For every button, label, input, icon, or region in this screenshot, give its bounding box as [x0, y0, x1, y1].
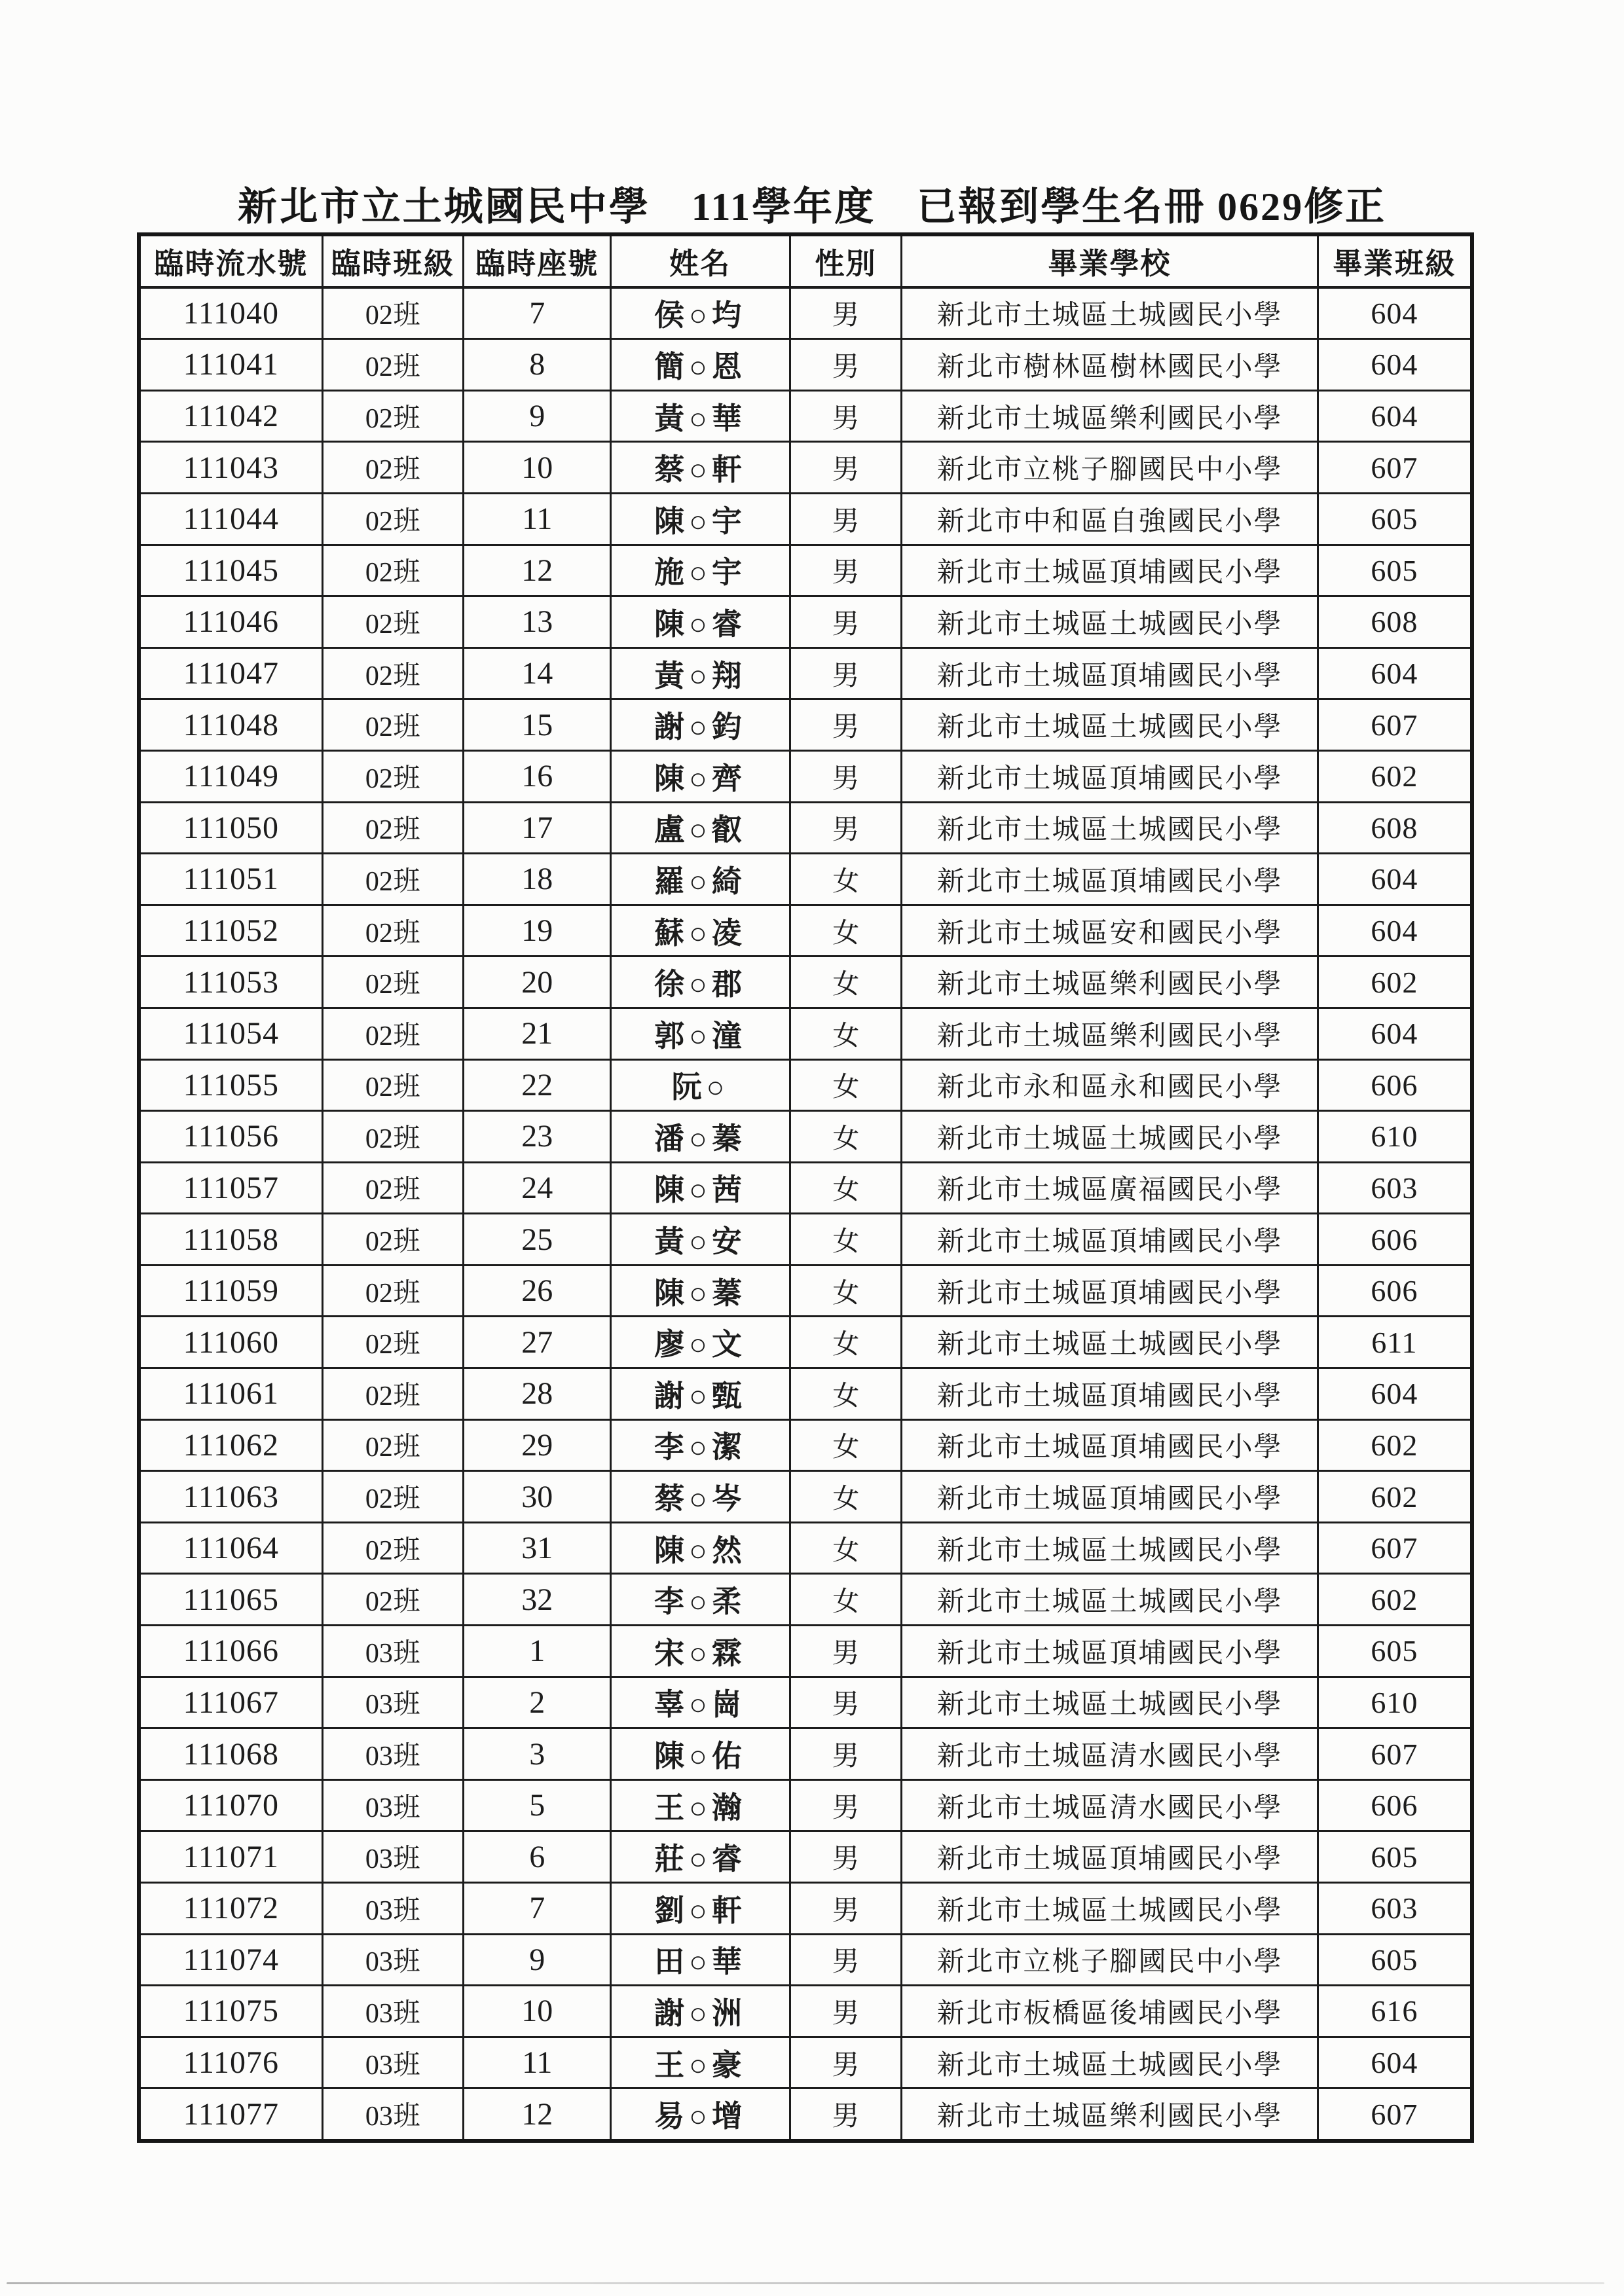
- cell-graduated-class: 610: [1318, 1111, 1472, 1163]
- cell-serial-number: 111076: [139, 2037, 322, 2088]
- cell-temp-seat-number: 30: [464, 1471, 611, 1523]
- cell-serial-number: 111046: [139, 596, 322, 648]
- cell-serial-number: 111077: [139, 2088, 322, 2141]
- table-row: [139, 1368, 1472, 1420]
- cell-temp-seat-number: 32: [464, 1574, 611, 1626]
- cell-serial-number: 111050: [139, 802, 322, 854]
- cell-gender: 女: [790, 1471, 902, 1523]
- cell-temp-class: 03班: [322, 1934, 463, 1986]
- table-row: [139, 493, 1472, 545]
- cell-serial-number: 111065: [139, 1574, 322, 1626]
- cell-name: 簡○恩: [611, 339, 790, 391]
- table-row: [139, 1059, 1472, 1111]
- cell-temp-class: 02班: [322, 1522, 463, 1574]
- cell-temp-seat-number: 12: [464, 545, 611, 596]
- cell-graduated-class: 607: [1318, 2088, 1472, 2141]
- cell-temp-seat-number: 7: [464, 1883, 611, 1935]
- cell-name: 盧○叡: [611, 802, 790, 854]
- table-row: [139, 545, 1472, 596]
- cell-temp-seat-number: 10: [464, 442, 611, 494]
- cell-temp-class: 02班: [322, 596, 463, 648]
- cell-name: 謝○洲: [611, 1986, 790, 2037]
- cell-temp-seat-number: 23: [464, 1111, 611, 1163]
- table-row: [139, 390, 1472, 442]
- cell-graduated-class: 607: [1318, 699, 1472, 751]
- cell-temp-seat-number: 14: [464, 647, 611, 699]
- table-row: [139, 2037, 1472, 2088]
- cell-graduated-school: 新北市土城區頂埔國民小學: [902, 1831, 1318, 1883]
- cell-gender: 男: [790, 1934, 902, 1986]
- cell-graduated-class: 602: [1318, 750, 1472, 802]
- cell-serial-number: 111058: [139, 1214, 322, 1266]
- cell-gender: 男: [790, 493, 902, 545]
- cell-name: 阮○: [611, 1059, 790, 1111]
- cell-name: 廖○文: [611, 1317, 790, 1368]
- cell-graduated-school: 新北市土城區土城國民小學: [902, 2037, 1318, 2088]
- cell-temp-seat-number: 27: [464, 1317, 611, 1368]
- cell-graduated-school: 新北市土城區頂埔國民小學: [902, 1626, 1318, 1677]
- cell-graduated-school: 新北市土城區頂埔國民小學: [902, 1265, 1318, 1317]
- cell-graduated-class: 606: [1318, 1265, 1472, 1317]
- cell-temp-class: 02班: [322, 905, 463, 957]
- cell-serial-number: 111059: [139, 1265, 322, 1317]
- cell-graduated-class: 605: [1318, 1626, 1472, 1677]
- cell-serial-number: 111072: [139, 1883, 322, 1935]
- table-row: [139, 1831, 1472, 1883]
- cell-temp-class: 02班: [322, 545, 463, 596]
- cell-graduated-class: 605: [1318, 1831, 1472, 1883]
- cell-serial-number: 111052: [139, 905, 322, 957]
- cell-temp-seat-number: 11: [464, 493, 611, 545]
- cell-temp-class: 02班: [322, 1317, 463, 1368]
- cell-serial-number: 111049: [139, 750, 322, 802]
- cell-graduated-class: 606: [1318, 1779, 1472, 1831]
- cell-graduated-school: 新北市土城區清水國民小學: [902, 1728, 1318, 1780]
- cell-temp-seat-number: 20: [464, 957, 611, 1008]
- cell-graduated-school: 新北市土城區頂埔國民小學: [902, 854, 1318, 905]
- cell-serial-number: 111053: [139, 957, 322, 1008]
- cell-graduated-school: 新北市樹林區樹林國民小學: [902, 339, 1318, 391]
- page-title: 新北市立土城國民中學 111學年度 已報到學生名冊 0629修正: [237, 185, 1387, 228]
- table-row: [139, 1728, 1472, 1780]
- table-row: [139, 1626, 1472, 1677]
- cell-temp-class: 02班: [322, 647, 463, 699]
- cell-graduated-school: 新北市土城區頂埔國民小學: [902, 1368, 1318, 1420]
- cell-graduated-class: 604: [1318, 339, 1472, 391]
- cell-name: 蘇○凌: [611, 905, 790, 957]
- cell-name: 陳○然: [611, 1522, 790, 1574]
- cell-graduated-class: 610: [1318, 1677, 1472, 1728]
- table-row: [139, 1162, 1472, 1214]
- cell-name: 郭○潼: [611, 1008, 790, 1059]
- cell-gender: 男: [790, 1779, 902, 1831]
- cell-gender: 男: [790, 699, 902, 751]
- cell-graduated-school: 新北市土城區土城國民小學: [902, 1883, 1318, 1935]
- cell-temp-seat-number: 16: [464, 750, 611, 802]
- cell-serial-number: 111041: [139, 339, 322, 391]
- cell-temp-class: 03班: [322, 1883, 463, 1935]
- cell-name: 陳○齊: [611, 750, 790, 802]
- table-row: [139, 699, 1472, 751]
- cell-graduated-school: 新北市土城區清水國民小學: [902, 1779, 1318, 1831]
- cell-graduated-school: 新北市土城區土城國民小學: [902, 596, 1318, 648]
- cell-gender: 男: [790, 2088, 902, 2141]
- cell-gender: 女: [790, 1265, 902, 1317]
- table-row: [139, 1419, 1472, 1471]
- cell-gender: 女: [790, 1317, 902, 1368]
- cell-temp-class: 02班: [322, 339, 463, 391]
- cell-temp-class: 02班: [322, 1574, 463, 1626]
- table-row: [139, 287, 1472, 339]
- cell-gender: 女: [790, 1522, 902, 1574]
- cell-graduated-school: 新北市土城區土城國民小學: [902, 1574, 1318, 1626]
- cell-name: 田○華: [611, 1934, 790, 1986]
- cell-serial-number: 111040: [139, 287, 322, 339]
- cell-graduated-class: 616: [1318, 1986, 1472, 2037]
- table-header-row: [139, 234, 1472, 287]
- cell-graduated-school: 新北市永和區永和國民小學: [902, 1059, 1318, 1111]
- cell-temp-seat-number: 31: [464, 1522, 611, 1574]
- cell-serial-number: 111067: [139, 1677, 322, 1728]
- cell-graduated-school: 新北市中和區自強國民小學: [902, 493, 1318, 545]
- cell-temp-class: 02班: [322, 854, 463, 905]
- cell-temp-seat-number: 17: [464, 802, 611, 854]
- column-header-graduated-class: 畢業班級: [1318, 234, 1472, 287]
- column-header-serial-number: 臨時流水號: [139, 234, 322, 287]
- cell-temp-seat-number: 19: [464, 905, 611, 957]
- cell-graduated-school: 新北市土城區樂利國民小學: [902, 957, 1318, 1008]
- cell-name: 徐○郡: [611, 957, 790, 1008]
- column-header-name: 姓名: [611, 234, 790, 287]
- cell-name: 謝○鈞: [611, 699, 790, 751]
- cell-temp-seat-number: 18: [464, 854, 611, 905]
- cell-gender: 男: [790, 1883, 902, 1935]
- cell-name: 莊○睿: [611, 1831, 790, 1883]
- table-row: [139, 1471, 1472, 1523]
- cell-name: 辜○崗: [611, 1677, 790, 1728]
- cell-temp-class: 02班: [322, 1059, 463, 1111]
- cell-temp-seat-number: 7: [464, 287, 611, 339]
- cell-serial-number: 111048: [139, 699, 322, 751]
- cell-graduated-school: 新北市土城區土城國民小學: [902, 287, 1318, 339]
- cell-graduated-class: 606: [1318, 1214, 1472, 1266]
- cell-gender: 女: [790, 1419, 902, 1471]
- column-header-temp-seat-number: 臨時座號: [464, 234, 611, 287]
- cell-temp-class: 02班: [322, 957, 463, 1008]
- cell-graduated-school: 新北市土城區樂利國民小學: [902, 1008, 1318, 1059]
- table-row: [139, 1265, 1472, 1317]
- cell-gender: 男: [790, 596, 902, 648]
- cell-graduated-class: 604: [1318, 287, 1472, 339]
- table-row: [139, 2088, 1472, 2141]
- cell-temp-seat-number: 25: [464, 1214, 611, 1266]
- cell-name: 蔡○軒: [611, 442, 790, 494]
- cell-serial-number: 111047: [139, 647, 322, 699]
- table-row: [139, 1111, 1472, 1163]
- cell-graduated-school: 新北市土城區土城國民小學: [902, 1111, 1318, 1163]
- cell-graduated-class: 602: [1318, 1419, 1472, 1471]
- cell-graduated-class: 604: [1318, 647, 1472, 699]
- table-row: [139, 339, 1472, 391]
- cell-graduated-class: 607: [1318, 442, 1472, 494]
- cell-graduated-class: 604: [1318, 854, 1472, 905]
- cell-name: 羅○綺: [611, 854, 790, 905]
- cell-graduated-school: 新北市立桃子腳國民中小學: [902, 1934, 1318, 1986]
- cell-graduated-school: 新北市土城區廣福國民小學: [902, 1162, 1318, 1214]
- cell-name: 陳○佑: [611, 1728, 790, 1780]
- cell-serial-number: 111064: [139, 1522, 322, 1574]
- cell-temp-seat-number: 24: [464, 1162, 611, 1214]
- cell-name: 施○宇: [611, 545, 790, 596]
- cell-gender: 女: [790, 1162, 902, 1214]
- cell-serial-number: 111054: [139, 1008, 322, 1059]
- table-row: [139, 442, 1472, 494]
- cell-graduated-school: 新北市板橋區後埔國民小學: [902, 1986, 1318, 2037]
- cell-temp-seat-number: 9: [464, 1934, 611, 1986]
- cell-serial-number: 111055: [139, 1059, 322, 1111]
- cell-temp-seat-number: 1: [464, 1626, 611, 1677]
- table-row: [139, 905, 1472, 957]
- cell-gender: 男: [790, 750, 902, 802]
- cell-graduated-class: 605: [1318, 1934, 1472, 1986]
- cell-graduated-class: 602: [1318, 1574, 1472, 1626]
- cell-serial-number: 111068: [139, 1728, 322, 1780]
- cell-temp-seat-number: 15: [464, 699, 611, 751]
- cell-graduated-class: 604: [1318, 1368, 1472, 1420]
- cell-temp-seat-number: 2: [464, 1677, 611, 1728]
- cell-gender: 男: [790, 1986, 902, 2037]
- cell-temp-class: 03班: [322, 1677, 463, 1728]
- cell-temp-seat-number: 3: [464, 1728, 611, 1780]
- cell-graduated-class: 603: [1318, 1162, 1472, 1214]
- cell-name: 劉○軒: [611, 1883, 790, 1935]
- column-header-gender: 性別: [790, 234, 902, 287]
- cell-graduated-class: 606: [1318, 1059, 1472, 1111]
- cell-name: 黃○安: [611, 1214, 790, 1266]
- cell-serial-number: 111063: [139, 1471, 322, 1523]
- cell-temp-class: 03班: [322, 2088, 463, 2141]
- cell-graduated-class: 607: [1318, 1522, 1472, 1574]
- cell-serial-number: 111056: [139, 1111, 322, 1163]
- cell-temp-seat-number: 10: [464, 1986, 611, 2037]
- scan-artifact-line: [7, 2282, 1604, 2284]
- cell-graduated-class: 607: [1318, 1728, 1472, 1780]
- cell-temp-class: 03班: [322, 1986, 463, 2037]
- table-row: [139, 750, 1472, 802]
- cell-name: 陳○蓁: [611, 1265, 790, 1317]
- cell-serial-number: 111042: [139, 390, 322, 442]
- table-row: [139, 1779, 1472, 1831]
- cell-temp-class: 02班: [322, 1265, 463, 1317]
- cell-graduated-school: 新北市土城區土城國民小學: [902, 1677, 1318, 1728]
- cell-serial-number: 111045: [139, 545, 322, 596]
- cell-temp-class: 03班: [322, 1626, 463, 1677]
- cell-temp-seat-number: 12: [464, 2088, 611, 2141]
- cell-temp-class: 03班: [322, 1728, 463, 1780]
- student-roster-table: [137, 232, 1474, 2143]
- cell-graduated-school: 新北市土城區頂埔國民小學: [902, 750, 1318, 802]
- cell-gender: 男: [790, 1677, 902, 1728]
- cell-graduated-school: 新北市立桃子腳國民中小學: [902, 442, 1318, 494]
- cell-graduated-school: 新北市土城區土城國民小學: [902, 802, 1318, 854]
- cell-graduated-class: 604: [1318, 905, 1472, 957]
- cell-gender: 男: [790, 1626, 902, 1677]
- cell-temp-seat-number: 29: [464, 1419, 611, 1471]
- cell-gender: 男: [790, 442, 902, 494]
- cell-temp-class: 02班: [322, 699, 463, 751]
- cell-temp-class: 03班: [322, 2037, 463, 2088]
- cell-name: 侯○均: [611, 287, 790, 339]
- cell-temp-seat-number: 5: [464, 1779, 611, 1831]
- cell-graduated-class: 605: [1318, 493, 1472, 545]
- cell-temp-class: 02班: [322, 1008, 463, 1059]
- cell-graduated-class: 608: [1318, 596, 1472, 648]
- cell-graduated-class: 604: [1318, 390, 1472, 442]
- cell-serial-number: 111061: [139, 1368, 322, 1420]
- cell-temp-seat-number: 9: [464, 390, 611, 442]
- cell-temp-class: 02班: [322, 1162, 463, 1214]
- cell-gender: 女: [790, 1059, 902, 1111]
- cell-temp-class: 02班: [322, 1419, 463, 1471]
- cell-graduated-school: 新北市土城區頂埔國民小學: [902, 1471, 1318, 1523]
- cell-serial-number: 111043: [139, 442, 322, 494]
- cell-serial-number: 111075: [139, 1986, 322, 2037]
- table-row: [139, 1317, 1472, 1368]
- cell-graduated-school: 新北市土城區土城國民小學: [902, 699, 1318, 751]
- cell-gender: 女: [790, 854, 902, 905]
- cell-graduated-class: 603: [1318, 1883, 1472, 1935]
- cell-gender: 男: [790, 287, 902, 339]
- cell-name: 李○潔: [611, 1419, 790, 1471]
- cell-name: 謝○甄: [611, 1368, 790, 1420]
- cell-graduated-school: 新北市土城區土城國民小學: [902, 1522, 1318, 1574]
- cell-temp-seat-number: 28: [464, 1368, 611, 1420]
- cell-gender: 男: [790, 339, 902, 391]
- cell-name: 李○柔: [611, 1574, 790, 1626]
- cell-temp-class: 02班: [322, 1471, 463, 1523]
- table-row: [139, 854, 1472, 905]
- cell-temp-seat-number: 26: [464, 1265, 611, 1317]
- table-row: [139, 1008, 1472, 1059]
- cell-temp-class: 02班: [322, 390, 463, 442]
- cell-gender: 男: [790, 647, 902, 699]
- cell-temp-seat-number: 21: [464, 1008, 611, 1059]
- table-row: [139, 802, 1472, 854]
- cell-temp-class: 03班: [322, 1779, 463, 1831]
- cell-gender: 男: [790, 390, 902, 442]
- cell-serial-number: 111066: [139, 1626, 322, 1677]
- column-header-temp-class: 臨時班級: [322, 234, 463, 287]
- cell-name: 陳○宇: [611, 493, 790, 545]
- cell-name: 易○增: [611, 2088, 790, 2141]
- cell-gender: 女: [790, 905, 902, 957]
- cell-gender: 女: [790, 1368, 902, 1420]
- cell-graduated-class: 611: [1318, 1317, 1472, 1368]
- cell-serial-number: 111044: [139, 493, 322, 545]
- cell-graduated-school: 新北市土城區頂埔國民小學: [902, 1419, 1318, 1471]
- cell-temp-class: 02班: [322, 493, 463, 545]
- cell-temp-seat-number: 8: [464, 339, 611, 391]
- cell-graduated-school: 新北市土城區土城國民小學: [902, 1317, 1318, 1368]
- cell-serial-number: 111074: [139, 1934, 322, 1986]
- table-row: [139, 1677, 1472, 1728]
- table-row: [139, 1883, 1472, 1935]
- cell-graduated-school: 新北市土城區樂利國民小學: [902, 2088, 1318, 2141]
- cell-gender: 男: [790, 802, 902, 854]
- cell-serial-number: 111062: [139, 1419, 322, 1471]
- cell-name: 陳○茜: [611, 1162, 790, 1214]
- cell-gender: 男: [790, 1728, 902, 1780]
- table-row: [139, 1214, 1472, 1266]
- cell-temp-class: 02班: [322, 1111, 463, 1163]
- cell-name: 宋○霖: [611, 1626, 790, 1677]
- table-row: [139, 647, 1472, 699]
- cell-serial-number: 111071: [139, 1831, 322, 1883]
- cell-temp-class: 02班: [322, 750, 463, 802]
- cell-temp-class: 03班: [322, 1831, 463, 1883]
- cell-graduated-school: 新北市土城區樂利國民小學: [902, 390, 1318, 442]
- cell-name: 蔡○岑: [611, 1471, 790, 1523]
- table-row: [139, 957, 1472, 1008]
- cell-temp-seat-number: 6: [464, 1831, 611, 1883]
- cell-graduated-class: 608: [1318, 802, 1472, 854]
- cell-graduated-class: 605: [1318, 545, 1472, 596]
- cell-graduated-school: 新北市土城區頂埔國民小學: [902, 647, 1318, 699]
- cell-serial-number: 111057: [139, 1162, 322, 1214]
- cell-temp-class: 02班: [322, 1214, 463, 1266]
- cell-name: 王○瀚: [611, 1779, 790, 1831]
- cell-temp-seat-number: 13: [464, 596, 611, 648]
- cell-name: 陳○睿: [611, 596, 790, 648]
- table-row: [139, 596, 1472, 648]
- cell-temp-class: 02班: [322, 442, 463, 494]
- cell-temp-class: 02班: [322, 802, 463, 854]
- table-row: [139, 1934, 1472, 1986]
- table-row: [139, 1574, 1472, 1626]
- cell-graduated-class: 604: [1318, 1008, 1472, 1059]
- cell-name: 黃○翔: [611, 647, 790, 699]
- table-row: [139, 1986, 1472, 2037]
- cell-temp-seat-number: 22: [464, 1059, 611, 1111]
- table-row: [139, 1522, 1472, 1574]
- cell-temp-seat-number: 11: [464, 2037, 611, 2088]
- cell-gender: 女: [790, 1214, 902, 1266]
- cell-serial-number: 111060: [139, 1317, 322, 1368]
- cell-serial-number: 111051: [139, 854, 322, 905]
- column-header-graduated-school: 畢業學校: [902, 234, 1318, 287]
- cell-name: 王○豪: [611, 2037, 790, 2088]
- cell-graduated-class: 602: [1318, 1471, 1472, 1523]
- cell-gender: 女: [790, 957, 902, 1008]
- cell-gender: 男: [790, 545, 902, 596]
- cell-gender: 女: [790, 1008, 902, 1059]
- cell-graduated-class: 602: [1318, 957, 1472, 1008]
- cell-graduated-school: 新北市土城區頂埔國民小學: [902, 545, 1318, 596]
- cell-temp-class: 02班: [322, 287, 463, 339]
- cell-graduated-school: 新北市土城區頂埔國民小學: [902, 1214, 1318, 1266]
- cell-gender: 男: [790, 2037, 902, 2088]
- cell-serial-number: 111070: [139, 1779, 322, 1831]
- cell-name: 潘○蓁: [611, 1111, 790, 1163]
- cell-gender: 女: [790, 1574, 902, 1626]
- cell-gender: 男: [790, 1831, 902, 1883]
- cell-graduated-class: 604: [1318, 2037, 1472, 2088]
- cell-temp-class: 02班: [322, 1368, 463, 1420]
- cell-gender: 女: [790, 1111, 902, 1163]
- cell-graduated-school: 新北市土城區安和國民小學: [902, 905, 1318, 957]
- cell-name: 黃○華: [611, 390, 790, 442]
